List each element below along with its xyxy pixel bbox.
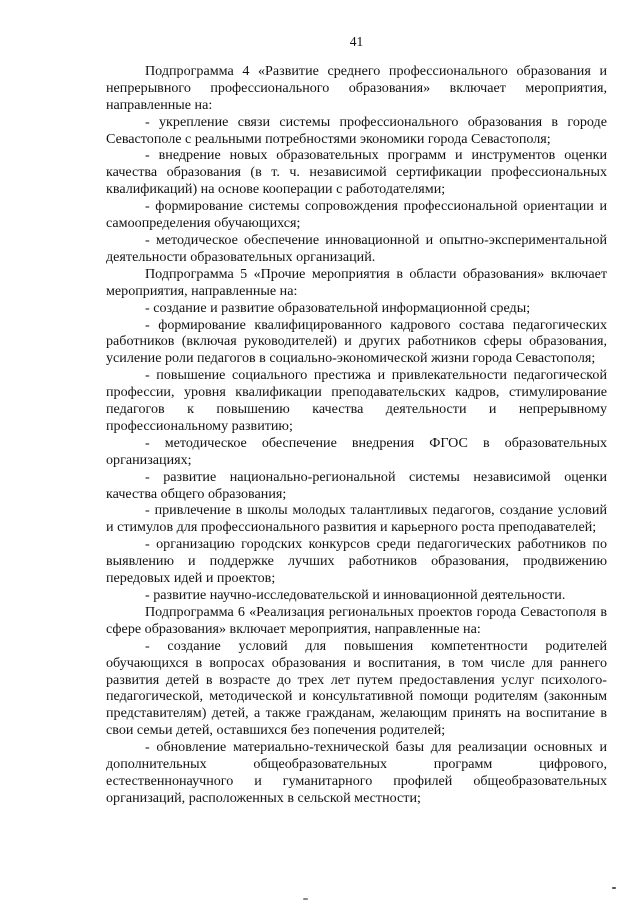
paragraph-subprogram-6: Подпрограмма 6 «Реализация региональных проектов города Севастополя в сфере образования» включает мероприятия, направленные на: xyxy=(106,603,607,637)
scan-mark xyxy=(303,898,308,900)
list-item: - укрепление связи системы профессионального образования в городе Севастополе с реальными потребностями экономики города Севастополя; xyxy=(106,113,607,147)
list-item: - внедрение новых образовательных программ и инструментов оценки качества образования (в т. ч. независимой сертификации профессиональных квалификаций) на основе кооперации с работодателями; xyxy=(106,147,607,198)
list-item: - повышение социального престижа и привлекательности педагогической профессии, уровня квалификации преподавательских кадров, стимулирование педагогов к повышению качества деятельности и непрерывному профессиональному развитию; xyxy=(106,367,607,434)
list-item: - формирование квалифицированного кадрового состава педагогических работников (включая руководителей) и других работников сферы образования, усиление роли педагогов в социально-экономической жизни города Севастополя; xyxy=(106,316,607,367)
list-item: - организацию городских конкурсов среди педагогических работников по выявлению и поддержке лучших работников образования, продвижению передовых идей и проектов; xyxy=(106,536,607,587)
list-item: - создание и развитие образовательной информационной среды; xyxy=(145,299,531,316)
list-item: - методическое обеспечение инновационной и опытно-экспериментальной деятельности образовательных организаций. xyxy=(106,231,607,265)
list-item: - методическое обеспечение внедрения ФГОС в образовательных организациях; xyxy=(106,434,607,468)
list-item: - развитие научно-исследовательской и инновационной деятельности. xyxy=(145,587,566,603)
list-item: - развитие национально-региональной системы независимой оценки качества общего образования; xyxy=(106,468,607,502)
list-item: - привлечение в школы молодых талантливых педагогов, создание условий и стимулов для профессионального развития и карьерного роста преподавателей; xyxy=(106,502,607,536)
scan-mark xyxy=(612,887,616,889)
list-item: - формирование системы сопровождения профессиональной ориентации и самоопределения обучающихся; xyxy=(106,198,607,232)
paragraph-subprogram-5: Подпрограмма 5 «Прочие мероприятия в области образования» включает мероприятия, направленные на: xyxy=(106,265,607,299)
list-item: - обновление материально-технической базы для реализации основных и дополнительных общеобразовательных программ цифрового, естественнонаучного и гуманитарного профилей общеобразовательных организаций, расположенных в сельской местности; xyxy=(106,739,607,806)
paragraph-subprogram-4: Подпрограмма 4 «Развитие среднего профессионального образования и непрерывного профессионального образования» включает мероприятия, направленные на: xyxy=(106,62,607,113)
page-number: 41 xyxy=(349,34,364,49)
list-item: - создание условий для повышения компетентности родителей обучающихся в вопросах образования и воспитания, в том числе для раннего развития детей в возрасте до трех лет путем предоставления услуг психолого-педагогической, методической и консультативной помощи родителям (законным представителям) детей, а также гражданам, желающим принять на воспитание в свои семьи детей, оставшихся без попечения родителей; xyxy=(106,637,607,739)
